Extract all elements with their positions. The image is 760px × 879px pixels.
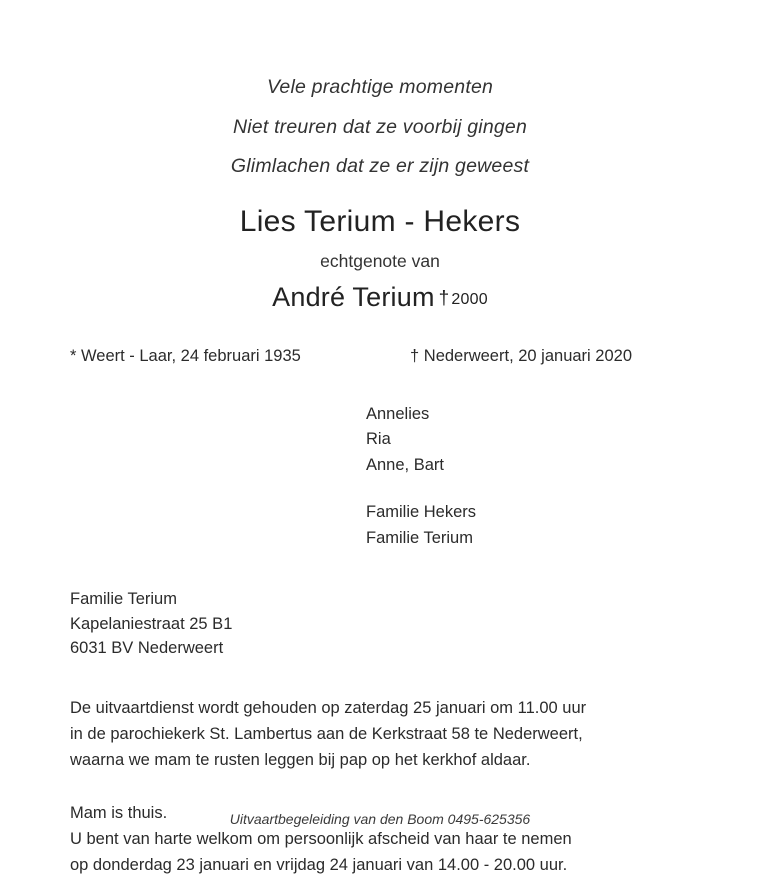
- survivors-block: [0, 402, 760, 552]
- survivor-item: Annelies: [366, 404, 430, 423]
- address-line: Familie Terium: [70, 590, 177, 609]
- poem-block: [0, 78, 760, 177]
- dagger-icon: †: [438, 287, 450, 309]
- service-line: De uitvaartdienst wordt gehouden op zaterdag 25 januari om 11.00 uur: [70, 698, 587, 717]
- visiting-line: U bent van harte welkom om persoonlijk afscheid van haar te nemen: [70, 830, 572, 849]
- address-line: 6031 BV Nederweert: [70, 639, 224, 658]
- survivor-item: Anne, Bart: [366, 455, 444, 474]
- spouse-label: echtgenote van: [320, 250, 440, 271]
- visiting-line: Mam is thuis.: [70, 803, 168, 822]
- poem-line-3: Glimlachen dat ze er zijn geweest: [230, 155, 530, 177]
- birth-info: * Weert - Laar, 24 februari 1935: [70, 346, 301, 365]
- service-line: waarna we mam te rusten leggen bij pap op het kerkhof aldaar.: [70, 751, 531, 770]
- life-dates: [0, 347, 760, 366]
- spouse-name-line: [0, 282, 760, 313]
- spouse-death-year: 2000: [451, 290, 488, 308]
- poem-line-2: Niet treuren dat ze voorbij gingen: [232, 115, 528, 138]
- death-info: † Nederweert, 20 januari 2020: [410, 346, 632, 365]
- funeral-home-footer: Uitvaartbegeleiding van den Boom 0495-625356: [229, 811, 531, 827]
- survivor-item: Ria: [366, 430, 391, 449]
- family-item: Familie Terium: [366, 528, 473, 547]
- spouse-name: André Terium: [272, 281, 435, 312]
- deceased-name: Lies Terium - Hekers: [239, 204, 521, 238]
- family-item: Familie Hekers: [366, 503, 477, 522]
- address-line: Kapelaniestraat 25 B1: [70, 614, 233, 633]
- poem-line-1: Vele prachtige momenten: [266, 76, 494, 98]
- service-line: in de parochiekerk St. Lambertus aan de Kerkstraat 58 te Nederweert,: [70, 724, 583, 743]
- visiting-line: op donderdag 23 januari en vrijdag 24 januari van 14.00 - 20.00 uur.: [70, 856, 568, 875]
- address-block: [0, 587, 760, 660]
- service-details: [0, 695, 760, 774]
